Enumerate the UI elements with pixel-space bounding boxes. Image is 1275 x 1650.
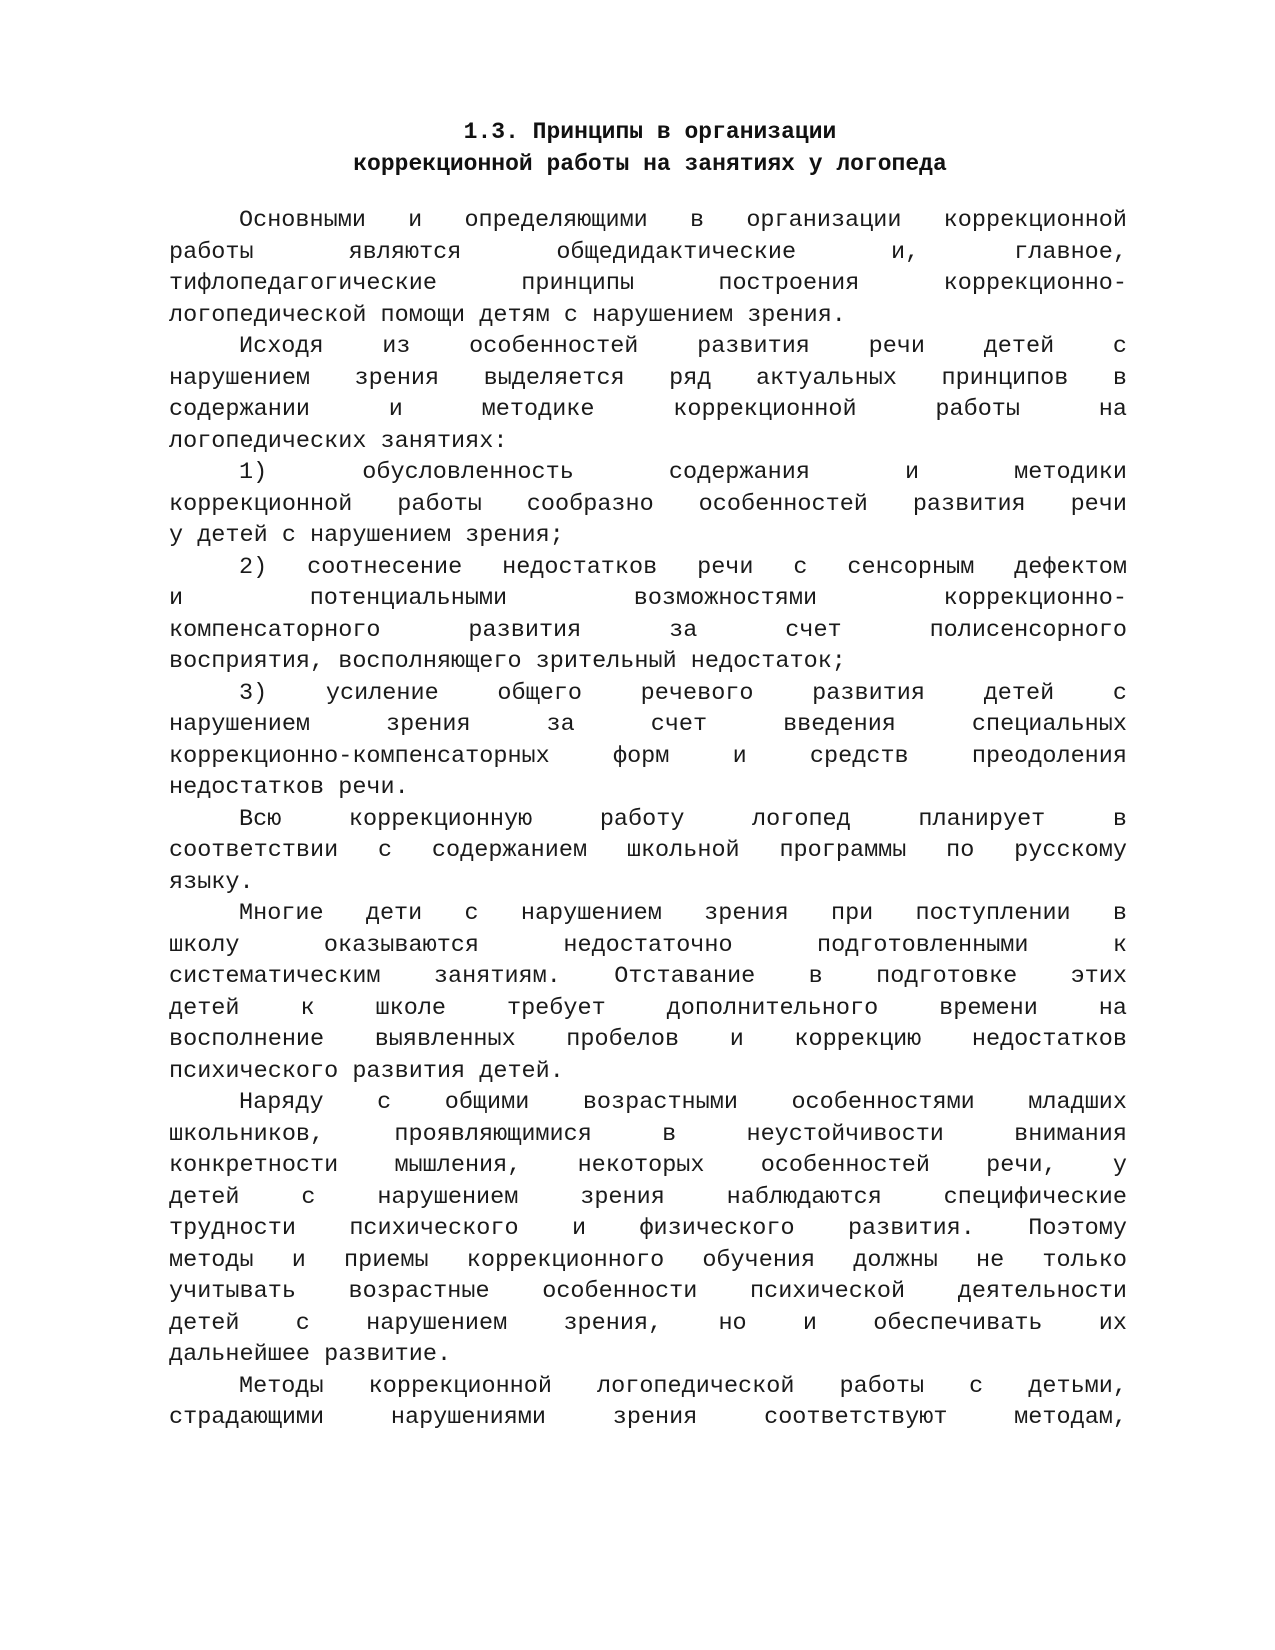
text-line: логопедической помощи детям с нарушением зрения. [169,301,846,329]
text-line: работы являются общедидактические и, главное, [169,238,1127,266]
text-line: логопедических занятиях: [169,427,508,455]
text-line: языку. [169,868,254,896]
body-text [169,205,1127,1434]
text-line: нарушением зрения за счет введения специальных [169,711,1127,738]
text-line: страдающими нарушениями зрения соответствуют методам, [169,1404,1127,1431]
paragraph-first-line: Основными и определяющими в организации коррекционной [239,207,1127,234]
section-title-line-2: коррекционной работы на занятиях у логопеда [353,151,947,177]
text-line: учитывать возрастные особенности психической деятельности [169,1278,1127,1305]
paragraph-first-line: Исходя из особенностей развития речи детей с [239,333,1127,360]
text-line: соответствии с содержанием школьной программы по русскому [169,837,1127,864]
text-line: школьников, проявляющимися в неустойчивости внимания [169,1120,1127,1148]
text-line: восполнение выявленных пробелов и коррекцию недостатков [169,1026,1127,1053]
paragraph-first-line: 1) обусловленность содержания и методики [239,459,1127,486]
section-title [160,116,1140,180]
text-line: школу оказываются недостаточно подготовленными к [169,931,1127,959]
text-line: коррекционной работы сообразно особенностей развития речи [169,490,1127,518]
text-line: методы и приемы коррекционного обучения должны не только [169,1246,1127,1274]
text-line: компенсаторного развития за счет полисенсорного [169,616,1127,644]
text-line: конкретности мышления, некоторых особенностей речи, у [169,1152,1127,1179]
text-line: и потенциальными возможностями коррекционно- [169,585,1127,612]
text-line: содержании и методике коррекционной работы на [169,396,1127,423]
text-line: недостатков речи. [169,774,409,801]
text-line: психического развития детей. [169,1057,564,1085]
paragraph-first-line: Наряду с общими возрастными особенностями младших [239,1089,1127,1116]
text-line: детей к школе требует дополнительного времени на [169,994,1127,1022]
paragraph-first-line: Многие дети с нарушением зрения при поступлении в [239,900,1127,927]
text-line: дальнейшее развитие. [169,1341,452,1368]
text-line: тифлопедагогические принципы построения коррекционно- [169,270,1127,297]
paragraph-first-line: Методы коррекционной логопедической работы с детьми, [239,1372,1127,1400]
text-line: у детей с нарушением зрения; [169,522,564,549]
text-line: восприятия, восполняющего зрительный недостаток; [169,648,846,675]
paragraph-first-line: 2) соотнесение недостатков речи с сенсорным дефектом [239,553,1127,581]
paragraph-first-line: Всю коррекционную работу логопед планирует в [239,805,1127,833]
text-line: детей с нарушением зрения наблюдаются специфические [169,1183,1127,1211]
text-line: коррекционно-компенсаторных форм и средств преодоления [169,742,1127,770]
text-line: систематическим занятиям. Отставание в подготовке этих [169,963,1127,990]
text-line: детей с нарушением зрения, но и обеспечивать их [169,1309,1127,1337]
section-title-line-1: 1.3. Принципы в организации [463,119,837,145]
paragraph-first-line: 3) усиление общего речевого развития детей с [239,679,1127,707]
text-line: нарушением зрения выделяется ряд актуальных принципов в [169,364,1127,392]
text-line: трудности психического и физического развития. Поэтому [169,1215,1127,1242]
